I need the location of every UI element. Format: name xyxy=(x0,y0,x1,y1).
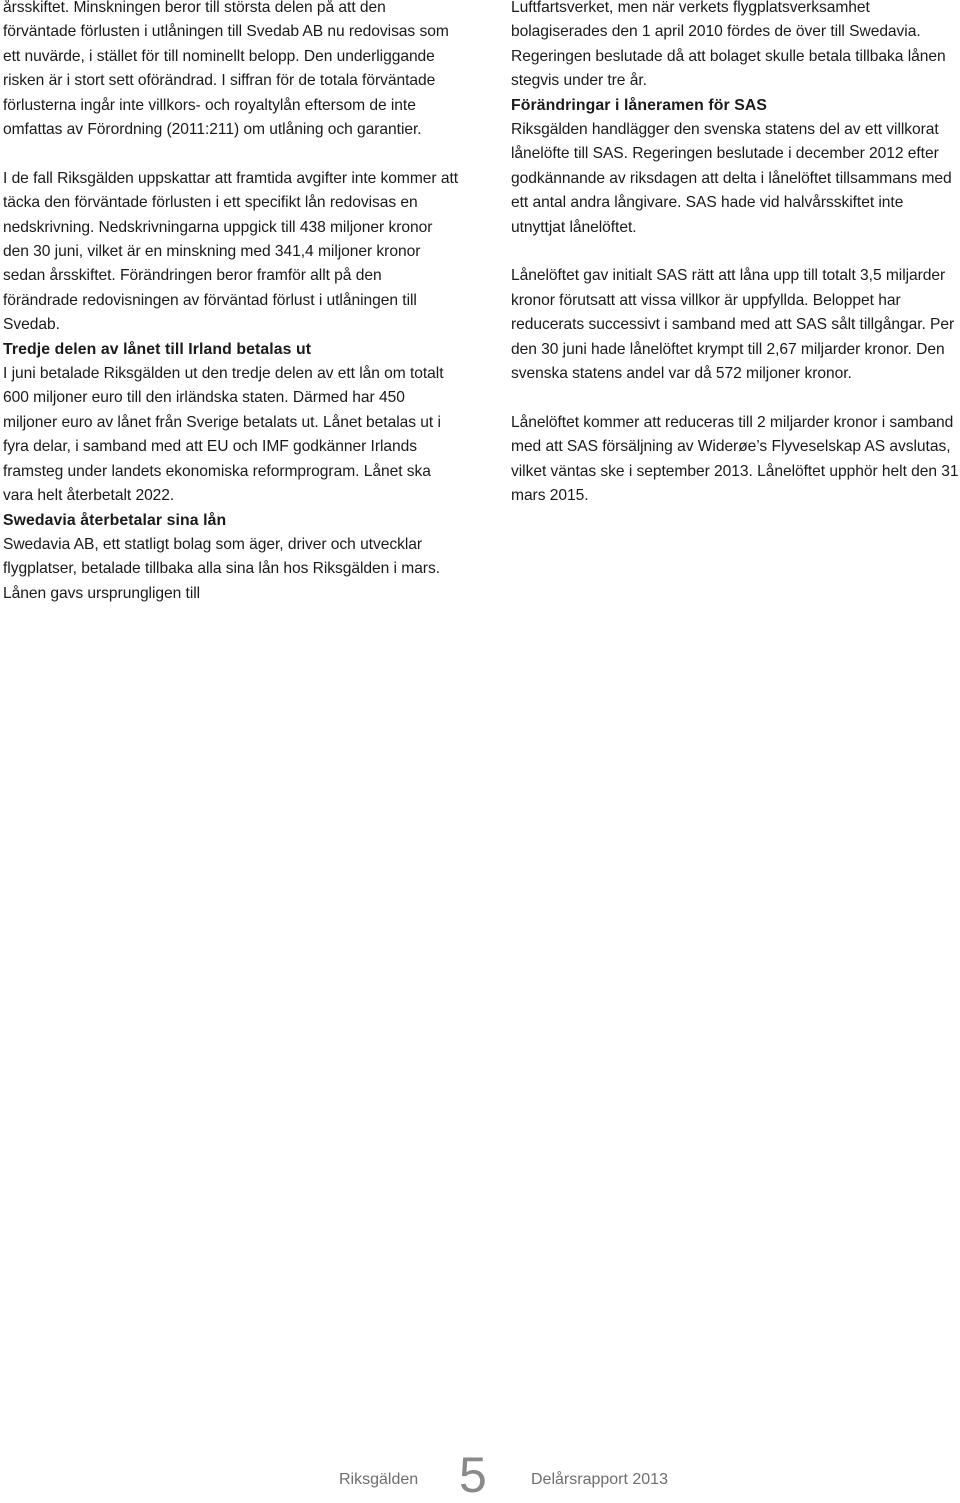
left-column xyxy=(3,0,459,606)
paragraph-swedavia: Swedavia AB, ett statligt bolag som äger, driver och utvecklar flygplatser, betalade tillbaka alla sina lån hos Riksgälden i mars. Lånen gavs ursprungligen till xyxy=(3,535,440,602)
right-column xyxy=(511,0,960,509)
footer-organization: Riksgälden xyxy=(339,1471,419,1488)
paragraph-sas-initial-credit: Lånelöftet gav initialt SAS rätt att låna upp till totalt 3,5 miljarder kronor förutsatt att vissa villkor är uppfyllda. Beloppet har reducerats successivt i samband med att SAS sålt tillgångar. Per den 30 juni hade lånelöftet krympt till 2,67 miljarder kronor. Den svenska statens andel var då 572 miljoner kronor. xyxy=(511,267,955,383)
paragraph-luftfartsverket: Luftfartsverket, men när verkets flygplatsverksamhet bolagiserades den 1 april 2010 fördes de över till Swedavia. Regeringen beslutade då att bolaget skulle betala tillbaka lånen stegvis under tre år. xyxy=(511,0,946,90)
paragraph-expected-losses: årsskiftet. Minskningen beror till största delen på att den förväntade förlusten i utlåningen till Svedab AB nu redovisas som ett nuvärde, i stället för till nominellt belopp. Den underliggande risken är i stort sett oförändrad. I siffran för de totala förväntade förlusterna ingår inte villkors- och royaltylån eftersom de inte omfattas av Förordning (2011:211) om utlåning och garantier. xyxy=(3,0,449,139)
paragraph-write-downs: I de fall Riksgälden uppskattar att framtida avgifter inte kommer att täcka den förväntade förlusten i ett specifikt lån redovisas en nedskrivning. Nedskrivningarna uppgick till 438 miljoner kronor den 30 juni, vilket är en minskning med 341,4 miljoner kronor sedan årsskiftet. Förändringen beror framför allt på den förändrade redovisningen av förväntad förlust i utlåningen till Svedab. xyxy=(3,169,459,334)
heading-sas-credit-facility: Förändringar i låneramen för SAS xyxy=(511,96,768,114)
footer-report-title: Delårsrapport 2013 xyxy=(531,1471,668,1488)
heading-ireland-loan: Tredje delen av lånet till Irland betalas ut xyxy=(3,340,312,358)
page-footer xyxy=(0,1447,960,1503)
heading-swedavia: Swedavia återbetalar sina lån xyxy=(3,511,227,529)
paragraph-sas-reduction: Lånelöftet kommer att reduceras till 2 miljarder kronor i samband med att SAS försäljning av Widerøe’s Flyveselskap AS avslutas, vilket väntas ske i september 2013. Lånelöftet upphör helt den 31 mars 2015. xyxy=(511,413,959,505)
page-number: 5 xyxy=(459,1447,487,1503)
paragraph-sas-credit: Riksgälden handlägger den svenska statens del av ett villkorat lånelöfte till SAS. Regeringen beslutade i december 2012 efter godkännande av riksdagen att delta i lånelöftet tillsammans med ett antal andra långivare. SAS hade vid halvårsskiftet inte utnyttjat lånelöftet. xyxy=(511,121,952,236)
paragraph-ireland-loan: I juni betalade Riksgälden ut den tredje delen av ett lån om totalt 600 miljoner euro till den irländska staten. Därmed har 450 miljoner euro av lånet från Sverige betalats ut. Lånet betalas ut i fyra delar, i samband med att EU och IMF godkänner Irlands framsteg under landets ekonomiska reformprogram. Lånet ska vara helt återbetalt 2022. xyxy=(3,365,444,505)
